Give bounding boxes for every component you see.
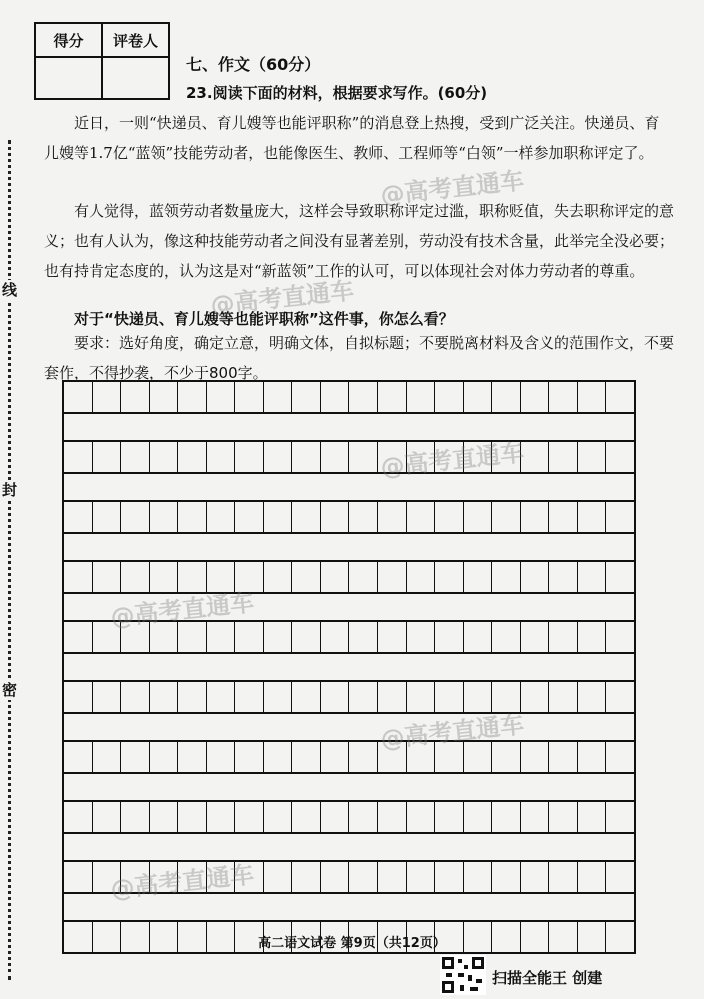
grid-cell[interactable] — [435, 622, 464, 652]
grid-cell[interactable] — [292, 682, 321, 712]
grid-cell[interactable] — [407, 682, 436, 712]
score-field[interactable] — [35, 57, 102, 99]
grid-cell[interactable] — [264, 562, 293, 592]
grid-cell[interactable] — [93, 742, 122, 772]
grid-cell[interactable] — [321, 382, 350, 412]
grid-cell[interactable] — [606, 442, 634, 472]
grid-cell[interactable] — [150, 802, 179, 832]
grid-cell[interactable] — [549, 622, 578, 652]
grid-cell[interactable] — [521, 442, 550, 472]
grid-cell[interactable] — [578, 442, 607, 472]
grid-cell[interactable] — [264, 382, 293, 412]
grid-cell[interactable] — [321, 622, 350, 652]
grid-cell[interactable] — [178, 802, 207, 832]
grid-cell[interactable] — [521, 562, 550, 592]
grid-cell[interactable] — [292, 742, 321, 772]
grid-cell[interactable] — [349, 862, 378, 892]
grid-cell[interactable] — [150, 742, 179, 772]
grid-row[interactable] — [64, 500, 634, 534]
grid-cell[interactable] — [93, 382, 122, 412]
grid-cell[interactable] — [492, 742, 521, 772]
grid-cell[interactable] — [464, 802, 493, 832]
grid-cell[interactable] — [464, 622, 493, 652]
grid-cell[interactable] — [235, 622, 264, 652]
grid-row-gap — [64, 534, 634, 560]
grid-cell[interactable] — [606, 862, 634, 892]
grid-row-gap — [64, 654, 634, 680]
grid-cell[interactable] — [207, 502, 236, 532]
grid-row-gap — [64, 774, 634, 800]
grid-cell[interactable] — [93, 682, 122, 712]
grid-cell[interactable] — [93, 502, 122, 532]
grid-cell[interactable] — [150, 382, 179, 412]
grid-cell[interactable] — [321, 802, 350, 832]
grid-cell[interactable] — [349, 802, 378, 832]
grid-cell[interactable] — [492, 622, 521, 652]
grid-cell[interactable] — [578, 502, 607, 532]
grid-cell[interactable] — [264, 442, 293, 472]
grid-cell[interactable] — [549, 802, 578, 832]
grid-cell[interactable] — [378, 382, 407, 412]
grid-cell[interactable] — [292, 802, 321, 832]
grid-cell[interactable] — [521, 502, 550, 532]
grid-cell[interactable] — [349, 682, 378, 712]
grid-cell[interactable] — [321, 742, 350, 772]
grid-cell[interactable] — [150, 442, 179, 472]
grid-cell[interactable] — [606, 502, 634, 532]
grid-cell[interactable] — [578, 862, 607, 892]
grid-cell[interactable] — [178, 502, 207, 532]
grid-cell[interactable] — [378, 622, 407, 652]
grid-cell[interactable] — [492, 502, 521, 532]
page-footer: 高二语文试卷 第9页（共12页） — [258, 936, 446, 951]
grid-cell[interactable] — [321, 562, 350, 592]
grid-cell[interactable] — [121, 682, 150, 712]
grid-cell[interactable] — [207, 622, 236, 652]
grid-cell[interactable] — [521, 382, 550, 412]
grid-cell[interactable] — [435, 502, 464, 532]
grid-cell[interactable] — [549, 682, 578, 712]
watermark: @高考直通车 — [109, 588, 256, 632]
grid-cell[interactable] — [578, 622, 607, 652]
grid-cell[interactable] — [435, 862, 464, 892]
grid-cell[interactable] — [407, 382, 436, 412]
grid-cell[interactable] — [207, 742, 236, 772]
grid-cell[interactable] — [492, 562, 521, 592]
grid-cell[interactable] — [349, 502, 378, 532]
grid-cell[interactable] — [521, 802, 550, 832]
grid-cell[interactable] — [606, 382, 634, 412]
grid-cell[interactable] — [349, 562, 378, 592]
binding-mark-xian: 线 — [2, 281, 18, 299]
grid-cell[interactable] — [407, 802, 436, 832]
grid-cell[interactable] — [549, 562, 578, 592]
grid-cell[interactable] — [264, 682, 293, 712]
grid-cell[interactable] — [264, 802, 293, 832]
grid-cell[interactable] — [93, 802, 122, 832]
binding-mark-feng: 封 — [2, 481, 18, 499]
grid-cell[interactable] — [378, 802, 407, 832]
grid-cell[interactable] — [606, 622, 634, 652]
grid-cell[interactable] — [492, 862, 521, 892]
grid-cell[interactable] — [578, 742, 607, 772]
grid-cell[interactable] — [606, 802, 634, 832]
grid-cell[interactable] — [549, 862, 578, 892]
grid-cell[interactable] — [321, 442, 350, 472]
grid-cell[interactable] — [121, 562, 150, 592]
grid-row-gap — [64, 474, 634, 500]
grid-row[interactable] — [64, 680, 634, 714]
grid-cell[interactable] — [235, 442, 264, 472]
watermark: @高考直通车 — [209, 276, 356, 320]
grid-row[interactable] — [64, 440, 634, 474]
score-label: 得分 — [35, 23, 102, 57]
material-paragraph-1: 近日，一则“快递员、育儿嫂等也能评职称”的消息登上热搜，受到广泛关注。快递员、育儿嫂等1.7亿“蓝领”技能劳动者，也能像医生、教师、工程师等“白领”一样参加职称评定了。 — [44, 114, 660, 162]
grid-cell[interactable] — [64, 682, 93, 712]
watermark: @高考直通车 — [379, 438, 526, 482]
grid-cell[interactable] — [606, 562, 634, 592]
grid-cell[interactable] — [292, 442, 321, 472]
grid-cell[interactable] — [549, 742, 578, 772]
grid-row-gap — [64, 834, 634, 860]
grid-cell[interactable] — [378, 862, 407, 892]
grid-row[interactable] — [64, 560, 634, 594]
grid-cell[interactable] — [178, 742, 207, 772]
grid-cell[interactable] — [321, 682, 350, 712]
grid-cell[interactable] — [549, 502, 578, 532]
grid-cell[interactable] — [378, 562, 407, 592]
grid-cell[interactable] — [264, 742, 293, 772]
grid-cell[interactable] — [321, 502, 350, 532]
grid-cell[interactable] — [64, 862, 93, 892]
grid-row-gap — [64, 414, 634, 440]
grid-cell[interactable] — [464, 562, 493, 592]
grid-cell[interactable] — [264, 622, 293, 652]
watermark: @高考直通车 — [109, 860, 256, 904]
grid-cell[interactable] — [606, 742, 634, 772]
grid-cell[interactable] — [521, 682, 550, 712]
grid-cell[interactable] — [121, 442, 150, 472]
grid-cell[interactable] — [264, 862, 293, 892]
grid-cell[interactable] — [292, 502, 321, 532]
grid-cell[interactable] — [64, 742, 93, 772]
grid-cell[interactable] — [321, 862, 350, 892]
grid-cell[interactable] — [378, 682, 407, 712]
grid-row[interactable] — [64, 800, 634, 834]
grid-cell[interactable] — [435, 802, 464, 832]
grid-cell[interactable] — [407, 862, 436, 892]
grid-cell[interactable] — [349, 382, 378, 412]
grid-cell[interactable] — [464, 862, 493, 892]
grid-cell[interactable] — [292, 862, 321, 892]
grid-cell[interactable] — [407, 502, 436, 532]
grid-cell[interactable] — [93, 562, 122, 592]
grid-cell[interactable] — [292, 382, 321, 412]
grid-cell[interactable] — [407, 622, 436, 652]
grid-cell[interactable] — [435, 682, 464, 712]
grid-cell[interactable] — [578, 682, 607, 712]
grid-cell[interactable] — [349, 622, 378, 652]
grid-cell[interactable] — [521, 862, 550, 892]
grid-cell[interactable] — [435, 382, 464, 412]
grid-cell[interactable] — [207, 442, 236, 472]
grid-cell[interactable] — [64, 562, 93, 592]
grid-cell[interactable] — [235, 802, 264, 832]
grid-cell[interactable] — [64, 622, 93, 652]
grid-cell[interactable] — [207, 802, 236, 832]
grader-label: 评卷人 — [102, 23, 169, 57]
grid-cell[interactable] — [292, 622, 321, 652]
grid-cell[interactable] — [64, 802, 93, 832]
grid-cell[interactable] — [121, 502, 150, 532]
grid-cell[interactable] — [93, 442, 122, 472]
grid-cell[interactable] — [578, 382, 607, 412]
grid-cell[interactable] — [407, 562, 436, 592]
score-box — [34, 22, 170, 100]
grid-cell[interactable] — [464, 382, 493, 412]
grid-cell[interactable] — [435, 562, 464, 592]
grid-cell[interactable] — [64, 382, 93, 412]
grid-cell[interactable] — [378, 502, 407, 532]
grid-cell[interactable] — [150, 502, 179, 532]
qr-code-icon — [440, 955, 486, 995]
grid-cell[interactable] — [549, 442, 578, 472]
grid-cell[interactable] — [606, 682, 634, 712]
grid-cell[interactable] — [349, 442, 378, 472]
grid-cell[interactable] — [464, 502, 493, 532]
binding-mark-mi: 密 — [2, 681, 18, 699]
watermark: @高考直通车 — [379, 166, 526, 210]
binding-dotted-line — [8, 140, 11, 980]
grid-cell[interactable] — [121, 382, 150, 412]
grid-cell[interactable] — [264, 502, 293, 532]
grid-cell[interactable] — [178, 442, 207, 472]
grid-cell[interactable] — [235, 742, 264, 772]
grader-field[interactable] — [102, 57, 169, 99]
watermark: @高考直通车 — [379, 710, 526, 754]
grid-cell[interactable] — [521, 622, 550, 652]
requirements-paragraph: 要求：选好角度，确定立意，明确文体，自拟标题；不要脱离材料及含义的范围作文，不要套作，不得抄袭，不少于800字。 — [44, 334, 675, 382]
grid-cell[interactable] — [464, 742, 493, 772]
grid-cell[interactable] — [207, 382, 236, 412]
grid-cell[interactable] — [150, 562, 179, 592]
grid-cell[interactable] — [349, 742, 378, 772]
question-prompt: 23.阅读下面的材料，根据要求写作。(60分) — [186, 84, 488, 102]
grid-cell[interactable] — [549, 382, 578, 412]
grid-row[interactable] — [64, 740, 634, 774]
grid-cell[interactable] — [64, 442, 93, 472]
grid-cell[interactable] — [578, 562, 607, 592]
question-paragraph: 对于“快递员、育儿嫂等也能评职称”这件事，你怎么看？ — [74, 310, 454, 328]
grid-cell[interactable] — [292, 562, 321, 592]
grid-cell[interactable] — [178, 682, 207, 712]
grid-cell[interactable] — [64, 502, 93, 532]
grid-cell[interactable] — [235, 682, 264, 712]
grid-cell[interactable] — [207, 682, 236, 712]
material-paragraph-2: 有人觉得，蓝领劳动者数量庞大，这样会导致职称评定过滥，职称贬值，失去职称评定的意义；也有人认为，像这种技能劳动者之间没有显著差别，劳动没有技术含量，此举完全没必要；也有持肯定态度的，认为这是对“新蓝领”工作的认可，可以体现社会对体力劳动者的尊重。 — [44, 202, 675, 280]
grid-cell[interactable] — [178, 382, 207, 412]
grid-cell[interactable] — [121, 742, 150, 772]
scanner-credit: 扫描全能王 创建 — [492, 969, 603, 987]
grid-cell[interactable] — [235, 502, 264, 532]
grid-cell[interactable] — [178, 622, 207, 652]
grid-cell[interactable] — [121, 802, 150, 832]
grid-cell[interactable] — [578, 802, 607, 832]
grid-cell[interactable] — [235, 382, 264, 412]
grid-cell[interactable] — [150, 682, 179, 712]
grid-cell[interactable] — [492, 382, 521, 412]
grid-row[interactable] — [64, 380, 634, 414]
grid-cell[interactable] — [492, 802, 521, 832]
grid-row-gap — [64, 714, 634, 740]
section-title: 七、作文（60分） — [186, 55, 321, 74]
grid-cell[interactable] — [521, 742, 550, 772]
